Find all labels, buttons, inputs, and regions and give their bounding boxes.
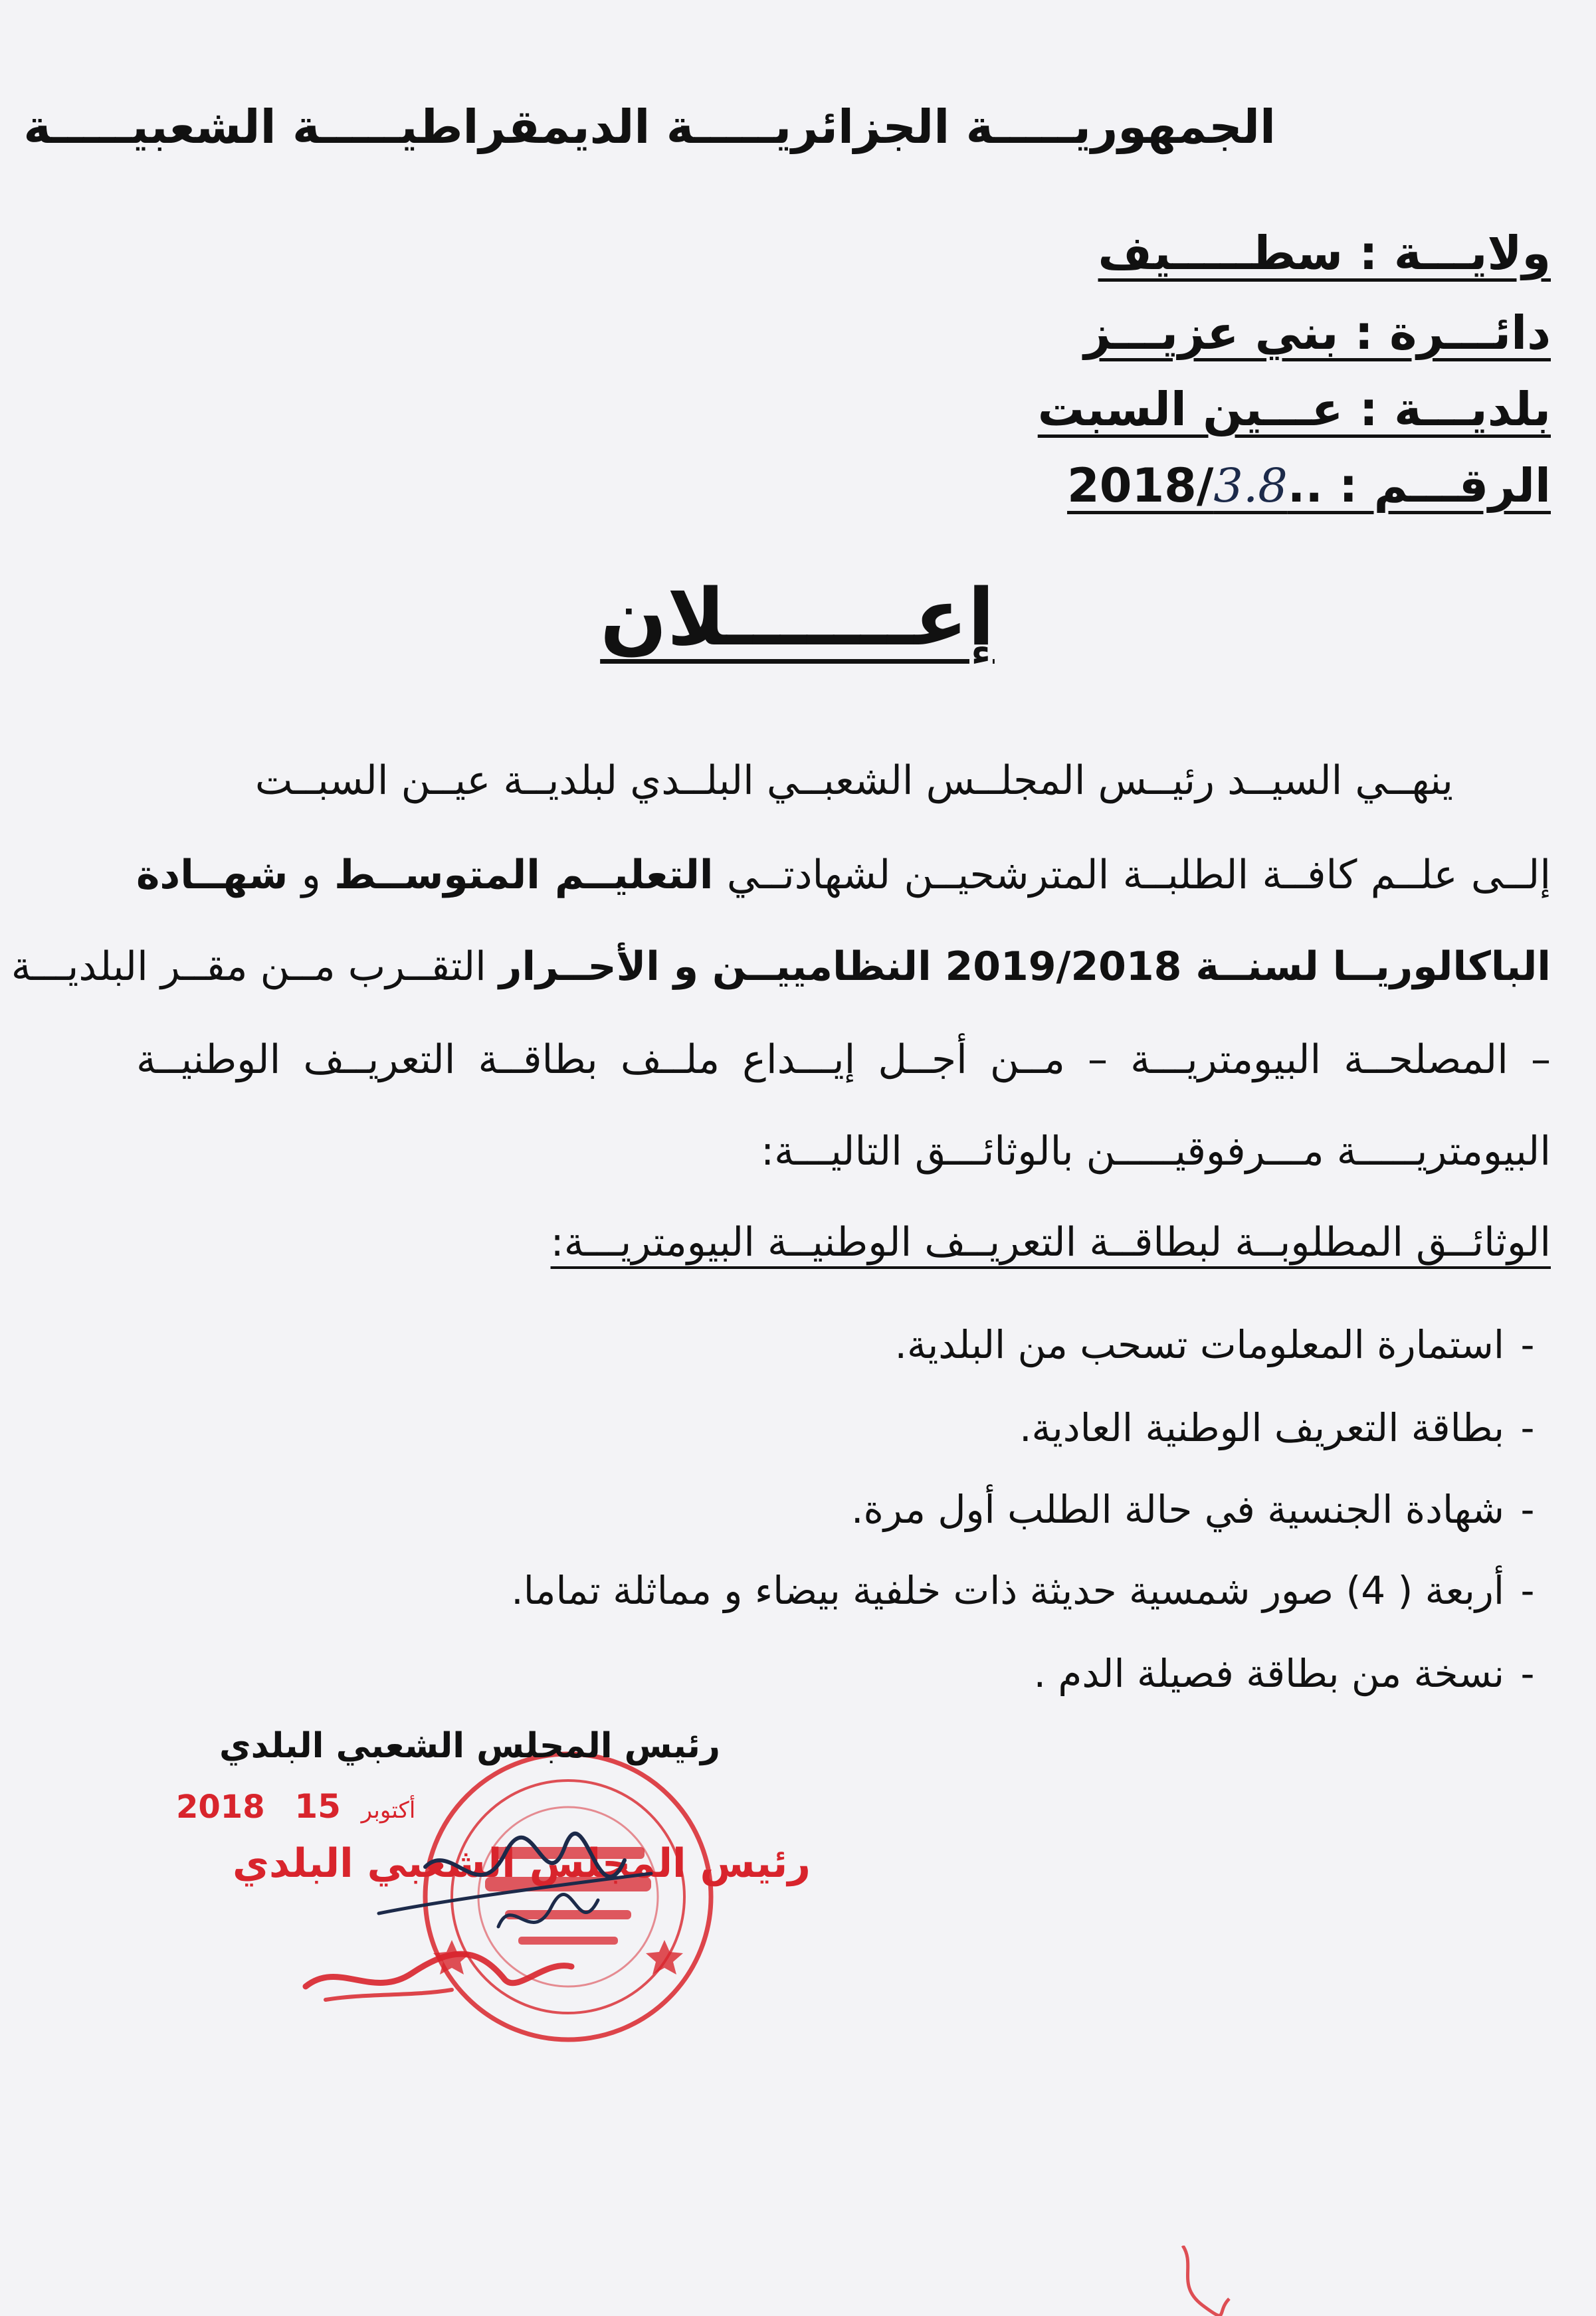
body-line-2 <box>136 852 1551 898</box>
handwritten-signature <box>279 1827 744 2020</box>
document-item <box>851 1487 1551 1532</box>
body-line-5: البيومتريـــــة مـــرفوقيـــــن بالوثائـــق التاليـــة: <box>760 1128 1551 1175</box>
body-line-2-bold-end: شهــادة <box>136 852 288 898</box>
stamp-title: رئيس المجلس الشعبي البلدي <box>233 1840 811 1887</box>
document-item <box>1034 1651 1551 1696</box>
body-line-3-text: التقــرب مــن مقــر البلديـــة <box>11 943 499 990</box>
reference-number-year: 2018/ <box>1067 458 1214 513</box>
body-line-4: – المصلحــة البيومتريـــة – مــن أجــل إيـــداع ملــف بطاقــة التعريــف الوطنيــة <box>136 1036 1551 1083</box>
reference-number-line <box>1067 458 1551 513</box>
body-line-3 <box>11 943 1551 990</box>
bullet: - <box>1520 1568 1535 1613</box>
document-item <box>1019 1405 1551 1450</box>
document-item-text: بطاقة التعريف الوطنية العادية. <box>1019 1405 1504 1450</box>
body-line-1: ينهــي السيــد رئيــس المجلــس الشعبــي البلــدي لبلديــة عيــن السبــت <box>254 757 1453 804</box>
date-stamp-day: 15 <box>294 1787 341 1826</box>
margin-ink-mark <box>1156 2246 1236 2316</box>
signer-title: رئيس المجلس الشعبي البلدي <box>219 1726 720 1766</box>
daira-line: دائـــرة : بني عزيـــز <box>1084 306 1551 360</box>
document-item-text: نسخة من بطاقة فصيلة الدم . <box>1033 1651 1504 1696</box>
document-item-text: استمارة المعلومات تسحب من البلدية. <box>894 1322 1504 1367</box>
bullet: - <box>1520 1405 1535 1450</box>
bullet: - <box>1520 1487 1535 1532</box>
body-line-3-bold: الباكالوريــا لسنــة 2019/2018 النظامييــن و الأحــرار <box>498 943 1551 990</box>
republic-header: الجمهوريـــــة الجزائريـــــة الديمقراطيـــــة الشعبيـــــة <box>23 100 1276 154</box>
document-item <box>511 1568 1551 1613</box>
wilaya-line: ولايـــة : سطـــــيف <box>1098 226 1551 280</box>
document-item <box>895 1322 1551 1367</box>
bullet: - <box>1520 1322 1535 1367</box>
reference-number-label: الرقـــم : .. <box>1287 458 1551 513</box>
reference-number-handwritten: 3.8 <box>1213 458 1288 513</box>
date-stamp <box>176 1787 416 1826</box>
body-line-2-conj: و <box>288 852 335 898</box>
date-stamp-month: أكتوبر <box>361 1797 416 1824</box>
bullet: - <box>1520 1651 1535 1696</box>
body-line-2-text: إلــى علــم كافــة الطلبــة المترشحيــن لشهادتــي <box>713 852 1551 898</box>
baladia-line: بلديـــة : عـــين السبت <box>1037 382 1551 436</box>
reference-number <box>1067 458 1288 513</box>
required-documents-heading: الوثائــق المطلوبــة لبطاقــة التعريــف الوطنيــة البيومتريـــة: <box>550 1219 1551 1266</box>
document-item-text: شهادة الجنسية في حالة الطلب أول مرة. <box>851 1487 1504 1532</box>
body-line-2-bold: التعليــم المتوســط <box>334 852 714 898</box>
date-stamp-year: 2018 <box>176 1788 265 1826</box>
document-item-text: أربعة ( 4) صور شمسية حديثة ذات خلفية بيضاء و مماثلة تماما. <box>511 1568 1504 1613</box>
announcement-title: إعـــــــلان <box>600 571 995 663</box>
